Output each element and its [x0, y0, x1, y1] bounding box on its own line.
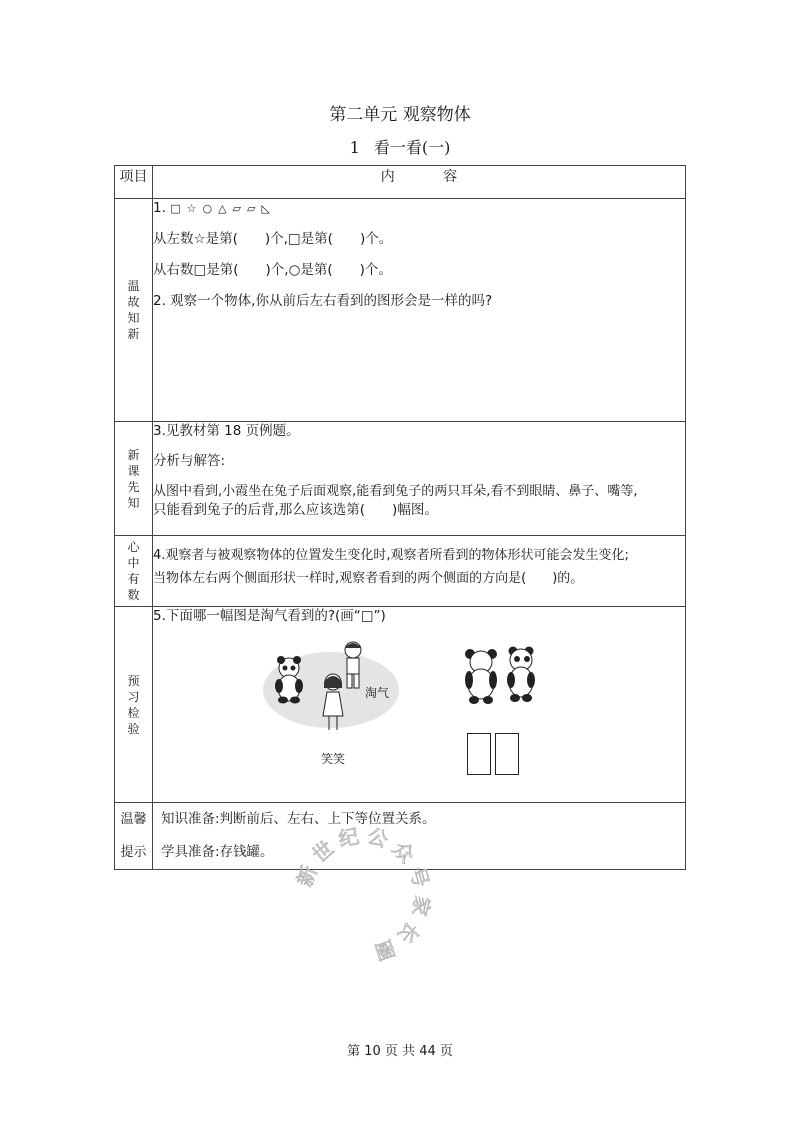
illustration-area: [153, 626, 685, 776]
section-label-char: 知: [127, 495, 140, 510]
section-label-char: 数: [127, 588, 140, 602]
section-label-char: 心: [127, 540, 140, 554]
header-content: 内 容: [153, 166, 686, 199]
answer-box-1[interactable]: [467, 733, 491, 775]
watermark-stamp: [288, 820, 438, 970]
section-label-char: 检: [127, 705, 140, 720]
analysis-label: 分析与解答:: [153, 453, 226, 469]
caption-taoqi: 淘气: [365, 686, 390, 700]
analysis-line-1: 从图中看到,小霞坐在兔子后面观察,能看到兔子的两只耳朵,看不到眼睛、鼻子、嘴等,: [153, 484, 638, 499]
triangle-shape: △: [218, 202, 227, 215]
question-5: 5.下面哪一幅图是淘气看到的?(画“□”): [153, 608, 386, 624]
section-label-char: 故: [127, 295, 140, 309]
question-4-line-2: 当物体左右两个侧面形状一样时,观察者看到的两个侧面的方向是( )的。: [153, 571, 584, 586]
section-label-char: 预: [127, 673, 140, 688]
question-3: 3.见教材第 18 页例题。: [153, 423, 300, 439]
section-preview: [115, 422, 686, 536]
star-shape: ☆: [186, 202, 197, 215]
section-label-char: 习: [127, 689, 140, 704]
section-label-char: 中: [127, 556, 140, 570]
watermark-text: 新世纪公众号家长圈: [292, 822, 436, 967]
section-review: [115, 199, 686, 422]
worksheet-table: [114, 165, 686, 870]
lesson-title: [0, 135, 800, 158]
section-label-char: 知: [127, 311, 140, 325]
lesson-name: 看一看(一): [373, 138, 451, 157]
table-header: [115, 166, 686, 199]
parallelogram-shape: ▱: [232, 202, 242, 215]
square-shape: □: [170, 202, 181, 215]
section-label-char: 新: [127, 327, 140, 341]
shape-row: [170, 199, 270, 218]
section-label-char: 验: [127, 721, 140, 736]
panda-side-view: [503, 644, 539, 704]
answer-boxes: [467, 733, 519, 775]
svg-text:新世纪公众号家长圈: [292, 823, 435, 967]
tips-label-1: 温馨: [120, 812, 147, 827]
section-label-char: 课: [127, 463, 140, 478]
section-label-char: 有: [127, 572, 140, 586]
section-label-char: 温: [127, 279, 140, 293]
circle-shape: ○: [202, 202, 213, 215]
lesson-number: 1: [349, 138, 360, 157]
parallelogram-shape: ▱: [247, 202, 256, 215]
question-1-line-3: 从右数□是第( )个,○是第( )个。: [153, 262, 392, 278]
header-item: 项目: [115, 166, 153, 199]
section-check: [115, 607, 686, 803]
section-summary: [115, 536, 686, 607]
question-2: 2. 观察一个物体,你从前后左右看到的图形会是一样的吗?: [153, 293, 493, 309]
answer-box-2[interactable]: [495, 733, 519, 775]
page-footer: 第 10 页 共 44 页: [347, 1044, 453, 1059]
question-1-prefix: 1.: [153, 200, 166, 216]
question-1: [153, 199, 685, 218]
right-triangle-shape: ◺: [261, 202, 270, 215]
panda-back-view: [463, 646, 499, 706]
page-title: 第二单元 观察物体: [329, 105, 471, 125]
analysis-line-2: 只能看到兔子的后背,那么应该选第( )幅图。: [153, 502, 438, 518]
section-label-char: 新: [127, 447, 140, 462]
section-label-char: 先: [127, 479, 140, 494]
tips-label-2: 提示: [120, 845, 147, 860]
caption-xiaoxiao: 笑笑: [321, 752, 346, 766]
tip-materials: 学具准备:存钱罐。: [161, 844, 274, 860]
tip-knowledge: 知识准备:判断前后、左右、上下等位置关系。: [161, 811, 436, 827]
question-4-line-1: 4.观察者与被观察物体的位置发生变化时,观察者所看到的物体形状可能会发生变化;: [153, 548, 629, 563]
question-1-line-2: 从左数☆是第( )个,□是第( )个。: [153, 231, 393, 247]
